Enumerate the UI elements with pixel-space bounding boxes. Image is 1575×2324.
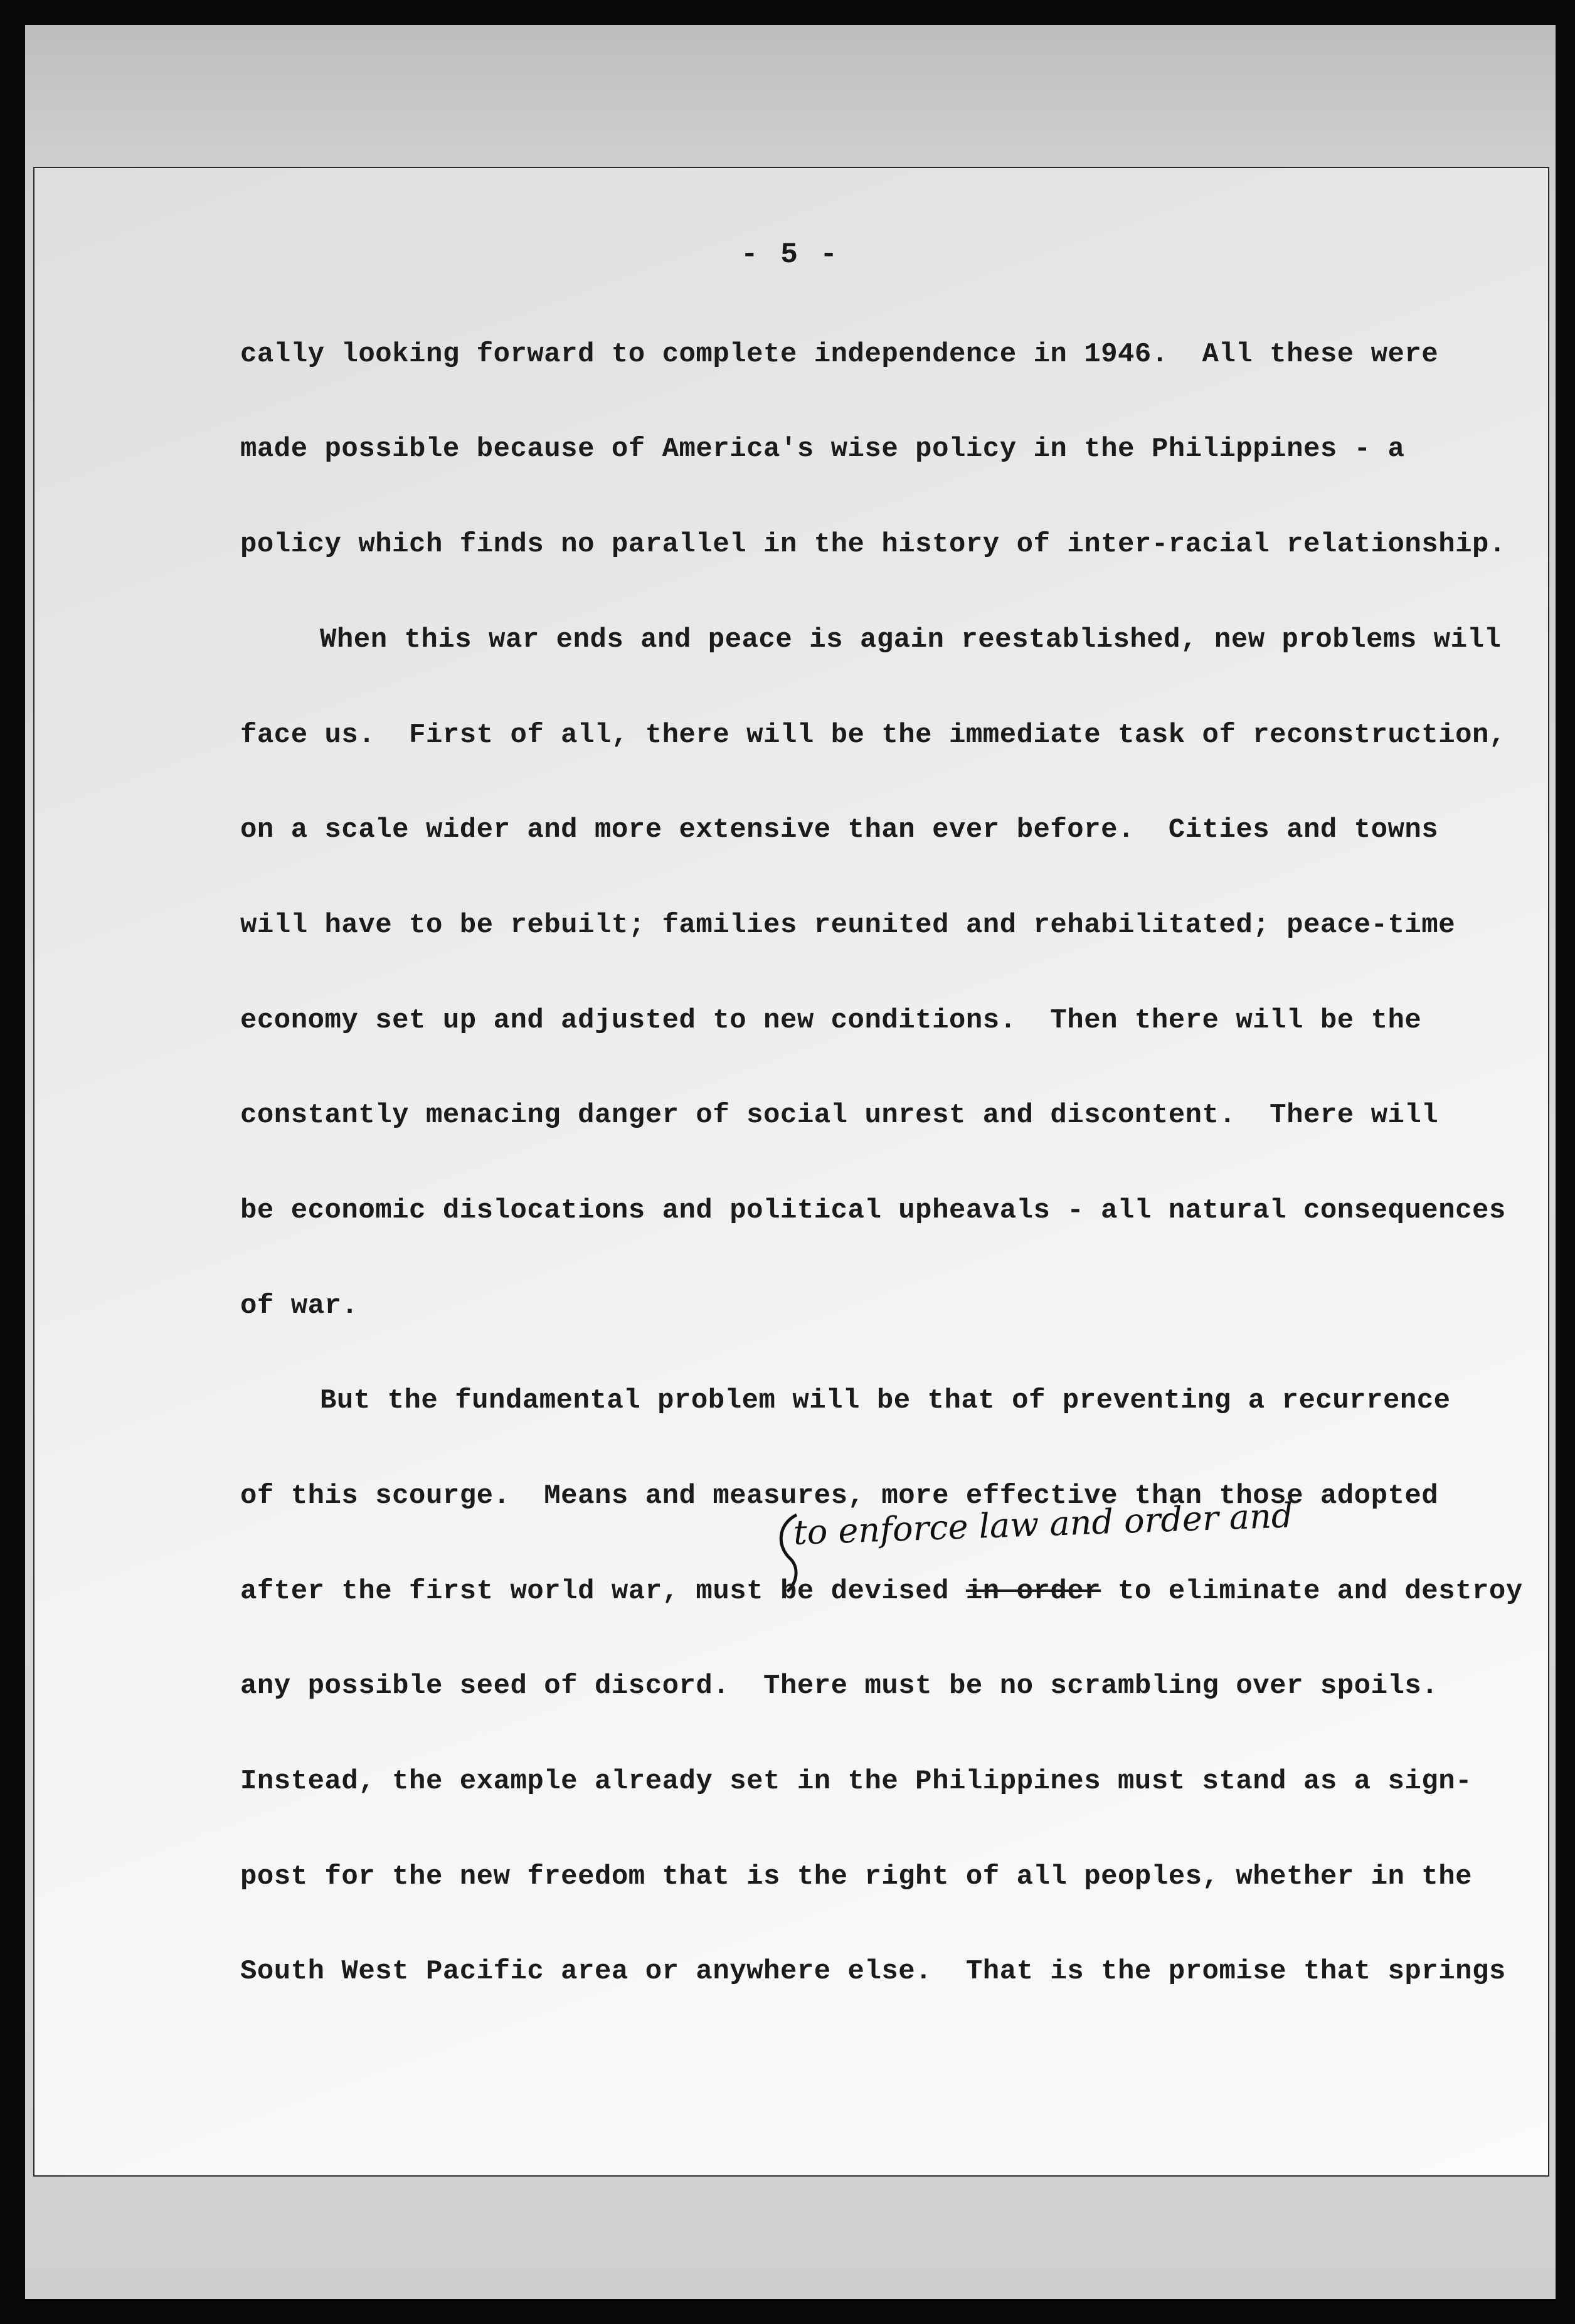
body-line: But the fundamental problem will be that of preventing a recurrence bbox=[320, 1385, 1451, 1416]
body-line: cally looking forward to complete independence in 1946. All these were bbox=[240, 339, 1439, 370]
page-number: - 5 - bbox=[740, 238, 841, 271]
body-line: of war. bbox=[240, 1290, 359, 1322]
amended-line-after: to eliminate and destroy bbox=[1101, 1576, 1523, 1607]
body-line: Instead, the example already set in the Philippines must stand as a sign- bbox=[240, 1766, 1473, 1797]
body-line: will have to be rebuilt; families reunited and rehabilitated; peace-time bbox=[240, 910, 1456, 941]
body-line: made possible because of America's wise policy in the Philippines - a bbox=[240, 433, 1405, 465]
handwritten-insertion: to enforce law and order and bbox=[792, 1495, 1294, 1552]
amended-line-before: after the first world war, must be devised bbox=[240, 1576, 949, 1607]
body-line: of this scourge. Means and measures, more effective than those adopted bbox=[240, 1480, 1439, 1512]
body-line: post for the new freedom that is the right of all peoples, whether in the bbox=[240, 1861, 1473, 1892]
body-line: on a scale wider and more extensive than ever before. Cities and towns bbox=[240, 814, 1439, 846]
body-line: constantly menacing danger of social unrest and discontent. There will bbox=[240, 1100, 1439, 1131]
body-line: face us. First of all, there will be the immediate task of reconstruction, bbox=[240, 719, 1506, 751]
body-line: economy set up and adjusted to new conditions. Then there will be the bbox=[240, 1005, 1422, 1036]
amended-line bbox=[240, 1573, 1523, 1610]
body-line: be economic dislocations and political upheavals - all natural consequences bbox=[240, 1195, 1506, 1226]
struck-text: in order bbox=[965, 1576, 1101, 1607]
body-line: any possible seed of discord. There must be no scrambling over spoils. bbox=[240, 1670, 1439, 1702]
body-line: policy which finds no parallel in the history of inter-racial relationship. bbox=[240, 529, 1506, 560]
body-line: South West Pacific area or anywhere else. That is the promise that springs bbox=[240, 1956, 1506, 1987]
body-line: When this war ends and peace is again reestablished, new problems will bbox=[320, 624, 1502, 655]
